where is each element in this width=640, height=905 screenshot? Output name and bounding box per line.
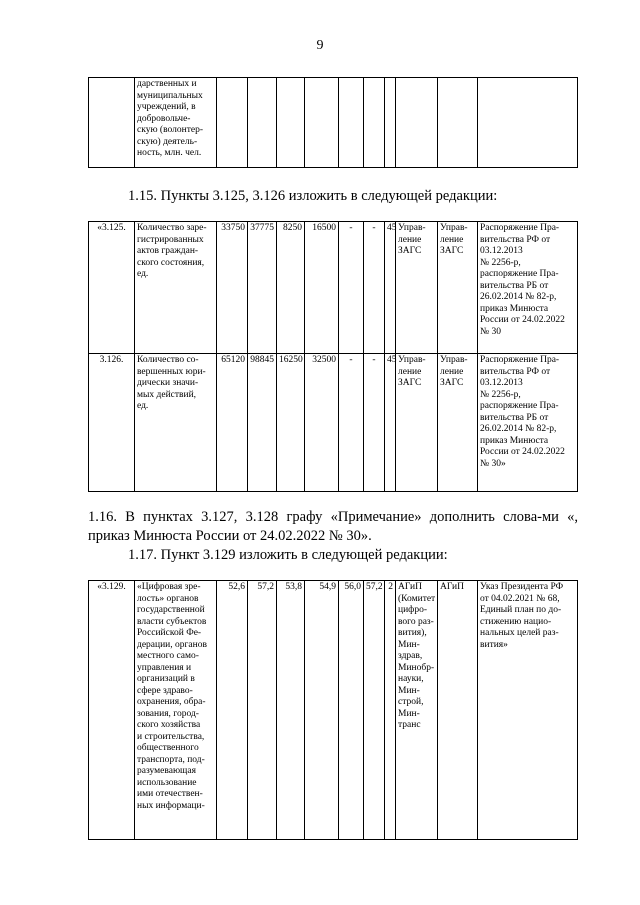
- cell-value: 16250: [277, 354, 305, 492]
- cell: [438, 78, 478, 168]
- cell-value: 98845: [248, 354, 277, 492]
- paragraph-1-16: 1.16. В пунктах 3.127, 3.128 графу «Примечание» дополнить слова-ми «, приказ Минюста России от 24.02.2022 № 30».: [88, 509, 578, 544]
- cell-value: 52,6: [217, 581, 248, 840]
- cell-note: Распоряжение Пра- вительства РФ от 03.12.2013 № 2256-р, распоряжение Пра- вительства РБ от 26.02.2014 № 82-р, приказ Минюста России от 24.02.2022 № 30»: [478, 354, 578, 492]
- cell-item-number: 3.126.: [89, 354, 135, 492]
- cell-value: 2: [385, 581, 396, 840]
- table-row: [89, 581, 578, 840]
- cell-value: -: [339, 354, 364, 492]
- cell-value: 54,9: [305, 581, 339, 840]
- cell-responsible: Управ- ление ЗАГС: [438, 222, 478, 354]
- cell-item-number: «3.125.: [89, 222, 135, 354]
- cell: [248, 78, 277, 168]
- cell-responsible: Управ- ление ЗАГС: [438, 354, 478, 492]
- table-row: [89, 354, 578, 492]
- cell-value: -: [339, 222, 364, 354]
- cell-responsible: Управ- ление ЗАГС: [396, 222, 438, 354]
- cell-value: 33750: [217, 222, 248, 354]
- paragraph-1-15: 1.15. Пункты 3.125, 3.126 изложить в следующей редакции:: [128, 188, 498, 204]
- cell-value: 37775: [248, 222, 277, 354]
- cell-value: 57,2: [364, 581, 385, 840]
- cell-indicator: дарственных и муниципальных учреждений, в добровольче- скую (волонтер- скую) деятель- ность, млн. чел.: [135, 78, 217, 168]
- table-item-3-129: [88, 580, 578, 840]
- cell-value: 8250: [277, 222, 305, 354]
- cell-indicator: «Цифровая зре- лость» органов государственной власти субъектов Российской Фе- дерации, органов местного само- управления и организаций в сфере здраво- охранения, обра- зования, город- ского хозяйства и строительства, общественного транспорта, под- разумевающая использование ими отечествен- ных информаци-: [135, 581, 217, 840]
- cell-value: -: [364, 354, 385, 492]
- cell: [364, 78, 385, 168]
- cell: [217, 78, 248, 168]
- cell-item-number: «3.129.: [89, 581, 135, 840]
- table-row: [89, 78, 578, 168]
- cell-value: 65120: [217, 354, 248, 492]
- cell-value: 45: [385, 354, 396, 492]
- table-items-3-125-3-126: [88, 221, 578, 492]
- cell-value: 56,0: [339, 581, 364, 840]
- cell-value: 57,2: [248, 581, 277, 840]
- cell: [339, 78, 364, 168]
- cell: [89, 78, 135, 168]
- cell-responsible: Управ- ление ЗАГС: [396, 354, 438, 492]
- cell: [385, 78, 396, 168]
- cell: [478, 78, 578, 168]
- cell-indicator: Количество со- вершенных юри- дически значи- мых действий, ед.: [135, 354, 217, 492]
- cell-value: 53,8: [277, 581, 305, 840]
- table-continuation: [88, 77, 578, 168]
- cell-responsible: АГиП (Комитет цифро- вого раз- вития), Мин- здрав, Минобр- науки, Мин- строй, Мин- транс: [396, 581, 438, 840]
- table-row: [89, 222, 578, 354]
- cell-note: Распоряжение Пра- вительства РФ от 03.12.2013 № 2256-р, распоряжение Пра- вительства РБ от 26.02.2014 № 82-р, приказ Минюста России от 24.02.2022 № 30: [478, 222, 578, 354]
- cell: [305, 78, 339, 168]
- cell-indicator: Количество заре- гистрированных актов граждан- ского состояния, ед.: [135, 222, 217, 354]
- cell-responsible: АГиП: [438, 581, 478, 840]
- cell: [396, 78, 438, 168]
- cell-value: -: [364, 222, 385, 354]
- cell-value: 32500: [305, 354, 339, 492]
- cell: [277, 78, 305, 168]
- cell-value: 16500: [305, 222, 339, 354]
- paragraph-1-17: 1.17. Пункт 3.129 изложить в следующей редакции:: [128, 547, 448, 563]
- cell-note: Указ Президента РФ от 04.02.2021 № 68, Единый план по до- стижению нацио- нальных целей раз- вития»: [478, 581, 578, 840]
- page-number: 9: [316, 38, 324, 53]
- cell-value: 45: [385, 222, 396, 354]
